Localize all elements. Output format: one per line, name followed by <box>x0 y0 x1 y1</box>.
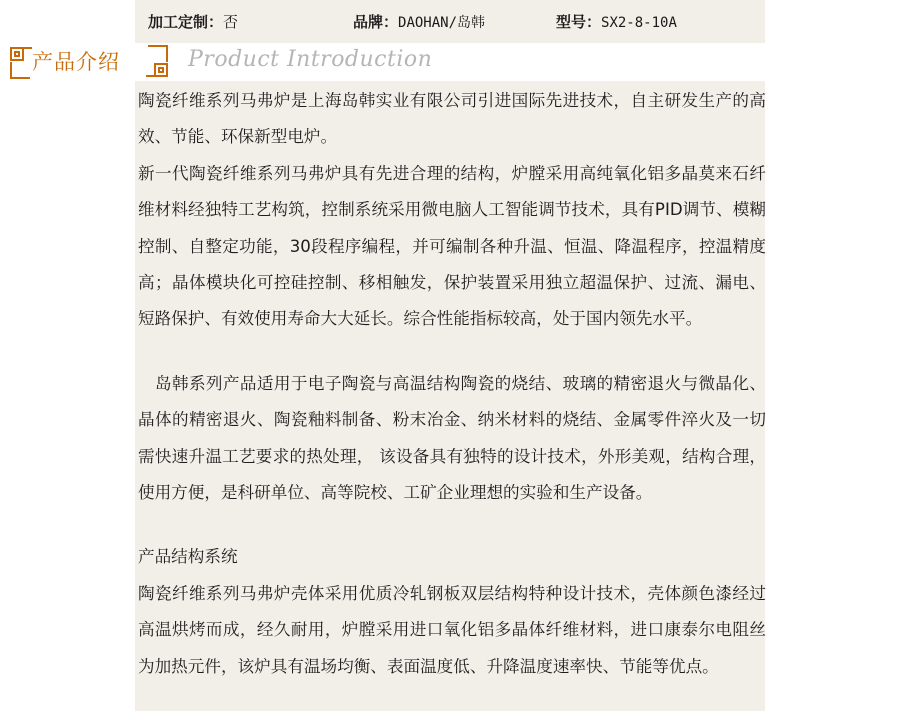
section-title-frame <box>10 44 168 80</box>
paragraph-intro: 陶瓷纤维系列马弗炉是上海岛韩实业有限公司引进国际先进技术，自主研发生产的高效、节能、环保新型电炉。 <box>138 91 766 147</box>
section-subtitle: Product Introduction <box>188 47 433 72</box>
section-title: 产品介绍 <box>32 50 120 74</box>
paragraph-system: 陶瓷纤维系列马弗炉壳体采用优质冷轧钢板双层结构特种设计技术，壳体颜色漆经过高温烘烤而成，经久耐用，炉膛采用进口氧化铝多晶体纤维材料，进口康泰尔电阻丝为加热元件，该炉具有温场均衡、表面温度低、升降温度速率快、节能等优点。 <box>138 584 766 676</box>
section-heading: 产品结构系统 <box>138 547 238 566</box>
spec-model <box>556 11 677 32</box>
spec-custom-label: 加工定制： <box>148 13 224 31</box>
paragraph-applications: 岛韩系列产品适用于电子陶瓷与高温结构陶瓷的烧结、玻璃的精密退火与微晶化、晶体的精密退火、陶瓷釉料制备、粉末冶金、纳米材料的烧结、金属零件淬火及一切需快速升温工艺要求的热处理， 该设备具有独特的设计技术，外形美观，结构合理，使用方便，是科研单位、高等院校、工矿企业理想的实验和生产设备。 <box>138 374 766 502</box>
spec-brand-value: DAOHAN/岛韩 <box>398 15 486 31</box>
spec-custom-value: 否 <box>223 13 239 31</box>
paragraph-structure: 新一代陶瓷纤维系列马弗炉具有先进合理的结构，炉膛采用高纯氧化铝多晶莫来石纤维材料经独特工艺构筑，控制系统采用微电脑人工智能调节技术，具有PID调节、模糊控制、自整定功能，30段程序编程，并可编制各种升温、恒温、降温程序，控温精度高；晶体模块化可控硅控制、移相触发，保护装置采用独立超温保护、过流、漏电、短路保护、有效使用寿命大大延长。综合性能指标较高，处于国内领先水平。 <box>138 164 766 329</box>
spec-model-value: SX2-8-10A <box>601 15 677 31</box>
spec-model-label: 型号： <box>556 13 602 31</box>
spec-custom <box>148 11 238 32</box>
spec-brand-label: 品牌： <box>353 13 399 31</box>
spec-brand <box>353 11 485 32</box>
